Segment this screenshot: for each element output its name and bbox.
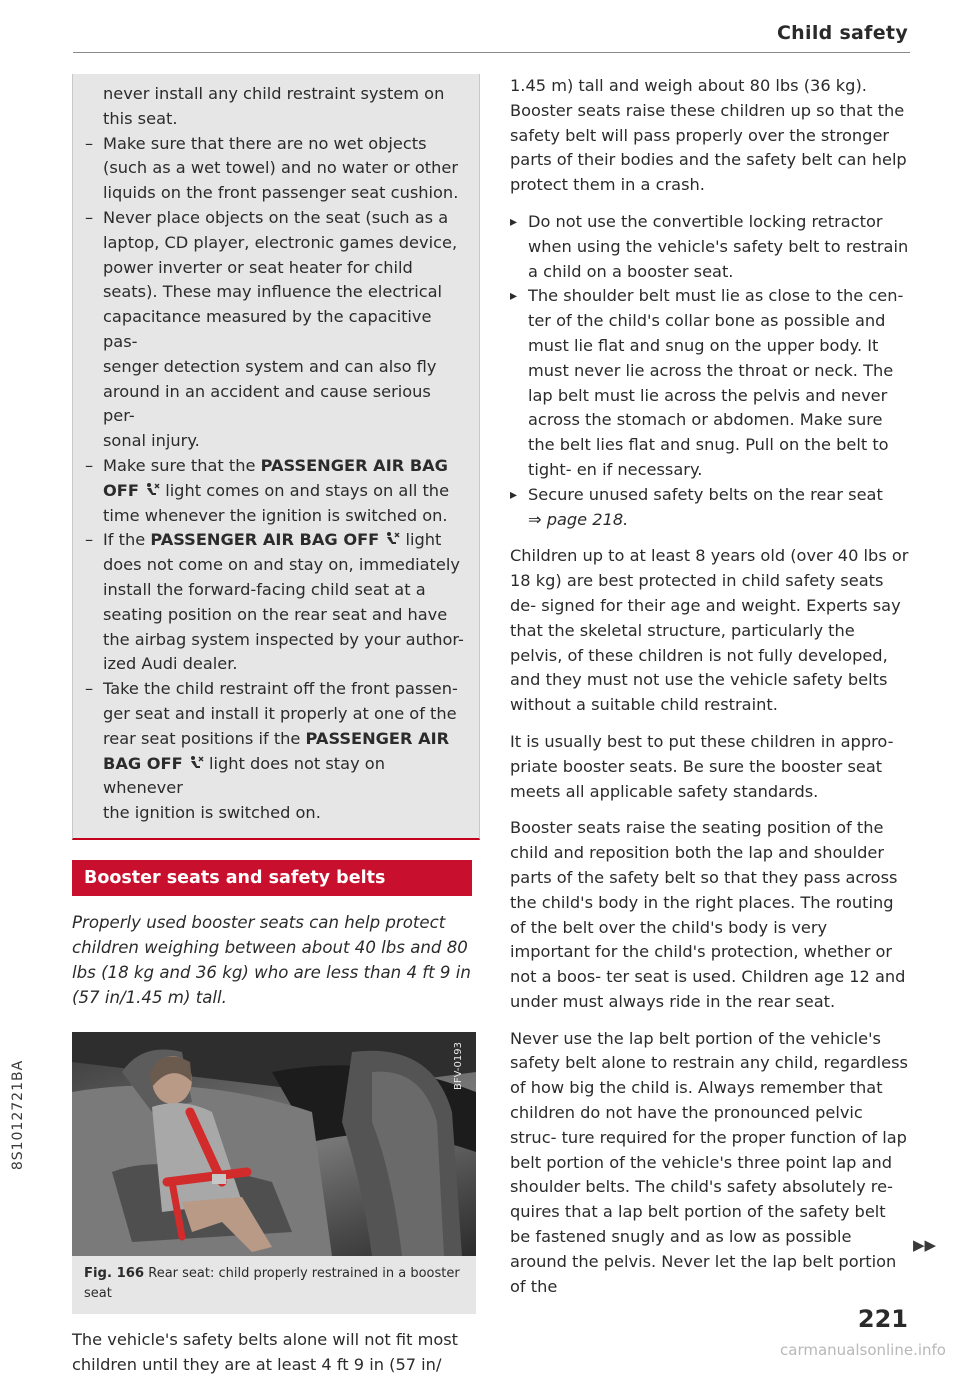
- indicator-name: BAG OFF: [103, 753, 183, 773]
- continue-arrow-icon: ▶▶: [913, 1236, 937, 1254]
- text-line: ger seat and install it properly at one of the: [103, 703, 457, 723]
- watermark: carmanualsonline.info: [780, 1341, 946, 1359]
- indicator-name: PASSENGER AIR BAG OFF: [150, 530, 380, 550]
- text-line: senger detection system and can also fly: [103, 356, 437, 376]
- text-line: install the forward-facing child seat at a: [103, 579, 426, 599]
- text-line: does not come on and stay on, immediately: [103, 555, 460, 575]
- text-line: [103, 528, 467, 553]
- text-line: [103, 752, 467, 802]
- indicator-name: PASSENGER AIR BAG: [260, 455, 448, 475]
- warning-item-objects-on-seat: [85, 206, 467, 454]
- text-line: – Never place objects on the seat (such as a: [103, 207, 449, 227]
- text-line: – Take the child restraint off the front passen-: [103, 679, 458, 699]
- header-rule: [73, 52, 910, 53]
- warning-item-take-restraint-off: [85, 677, 467, 826]
- left-tail-paragraph: The vehicle's safety belts alone will not fit most children until they are at least 4 ft 9 in (57 in/: [72, 1329, 459, 1374]
- text-run: Make sure that the: [103, 455, 261, 475]
- text-line: time whenever the ignition is switched on.: [103, 505, 448, 525]
- text-line: [103, 454, 467, 479]
- left-column: [62, 74, 476, 1378]
- page-reference-link[interactable]: ⇒ page 218.: [528, 509, 629, 529]
- text-line: [103, 479, 467, 504]
- figure-caption-text: Rear seat: child properly restrained in a booster seat: [84, 1265, 460, 1301]
- text-line: capacitance measured by the capacitive pas-: [103, 307, 432, 351]
- text-run: Secure unused safety belts on the rear seat: [528, 484, 883, 504]
- warning-continuation-2: this seat.: [103, 108, 178, 128]
- text-run: light comes on and stays on all the: [160, 480, 450, 500]
- section-heading: Booster seats and safety belts: [72, 860, 472, 896]
- warning-item-light-not-on: [85, 528, 467, 677]
- warning-item-light-comes-on: [85, 454, 467, 528]
- paragraph-height-weight: 1.45 m) tall and weigh about 80 lbs (36 kg). Booster seats raise these children up so that the safety belt will pass properly over the stronger parts of their bodies and the safety belt can help protect them in a crash.: [510, 76, 907, 195]
- bullet-locking-retractor: ▸ Do not use the convertible locking retractor when using the vehicle's safety belt to restrain a child on a booster seat.: [510, 210, 910, 284]
- passenger-airbag-off-icon: [144, 482, 160, 498]
- passenger-airbag-off-icon: [384, 531, 400, 547]
- text-line: the airbag system inspected by your author-: [103, 629, 464, 649]
- text-run: light does not stay on whenever: [103, 753, 385, 798]
- bullet-shoulder-belt: ▸ The shoulder belt must lie as close to the cen- ter of the child's collar bone as possible and must lie flat and snug on the upper body. It must never lie across the throat or neck. The lap belt must lie across the pelvis and never across the stomach or abdomen. Make sure the belt lies flat and snug. Pull on the belt to tight- en if necessary.: [510, 284, 910, 482]
- paragraph-lap-belt-warning: Never use the lap belt portion of the vehicle's safety belt alone to restrain any child, regardless of how big the child is. Always remember that children do not have the pronounced pelvic struc- ture required for the proper function of lap belt portion of the vehicle's three point lap and shoulder belts. The child's safety absolutely re- quires that a lap belt portion of the safety belt be fastened snugly and as low as possible around the pelvis. Never let the lap belt portion of the: [510, 1028, 908, 1296]
- warning-box: [72, 74, 480, 840]
- text-run: rear seat positions if the: [103, 728, 306, 748]
- paragraph-booster-raise-position: Booster seats raise the seating position of the child and reposition both the lap and shoulder parts of the safety belt so that they pass across the child's body in the right places. The routing of the belt over the child's body is very important for the child's protection, whether or not a boos- ter seat is used. Children age 12 and under must always ride in the rear seat.: [510, 818, 906, 1011]
- figure-image-child-booster-seat: [72, 1032, 476, 1256]
- text-line: power inverter or seat heater for child: [103, 257, 413, 277]
- figure-illustration: [72, 1032, 476, 1256]
- text-run: light: [400, 530, 442, 550]
- passenger-airbag-off-icon: [188, 755, 204, 771]
- text-line: seating position on the rear seat and have: [103, 604, 448, 624]
- page-header-title: Child safety: [776, 22, 908, 44]
- text-line: ized Audi dealer.: [103, 654, 238, 674]
- paragraph-children-8-years: Children up to at least 8 years old (over 40 lbs or 18 kg) are best protected in child safety seats de- signed for their age and weight. Experts say that the skeletal structure, particularly the pelvis, of these children is not fully developed, and they must not use the vehicle safety belts without a suitable child restraint.: [510, 546, 909, 715]
- warning-item-wet-objects: [85, 132, 467, 206]
- page-number: 221: [857, 1305, 908, 1333]
- text-line: around in an accident and cause serious per-: [103, 381, 431, 426]
- section-intro: Properly used booster seats can help protect children weighing between about 40 lbs and 80 lbs (18 kg and 36 kg) who are less than 4 ft 9 in (57 in/1.45 m) tall.: [72, 912, 471, 1007]
- figure-caption: [72, 1256, 476, 1314]
- indicator-name: OFF: [103, 480, 139, 500]
- text-line: – Make sure that there are no wet objects: [103, 133, 427, 153]
- text-line: seats). These may influence the electrical: [103, 282, 443, 302]
- figure-label: Fig. 166: [84, 1265, 145, 1281]
- text-line: laptop, CD player, electronic games device,: [103, 232, 458, 252]
- text-line: sonal injury.: [103, 431, 200, 451]
- figure-code: BFV-0193: [453, 1041, 465, 1090]
- text-line: (such as a wet towel) and no water or other: [103, 158, 458, 178]
- document-code: 8S1012721BA: [10, 1059, 26, 1171]
- bullet-secure-unused-belts: [510, 483, 910, 533]
- warning-continuation-1: never install any child restraint system on: [103, 84, 445, 103]
- text-run: If the: [103, 530, 151, 550]
- indicator-name: PASSENGER AIR: [305, 728, 450, 748]
- paragraph-booster-seats-best: It is usually best to put these children in appro- priate booster seats. Be sure the booster seat meets all applicable safety standards.: [510, 731, 894, 801]
- text-line: [103, 727, 467, 752]
- text-line: liquids on the front passenger seat cushion.: [103, 183, 459, 203]
- text-line: the ignition is switched on.: [103, 803, 321, 823]
- right-column: [510, 74, 910, 1299]
- figure-166: [72, 1032, 476, 1314]
